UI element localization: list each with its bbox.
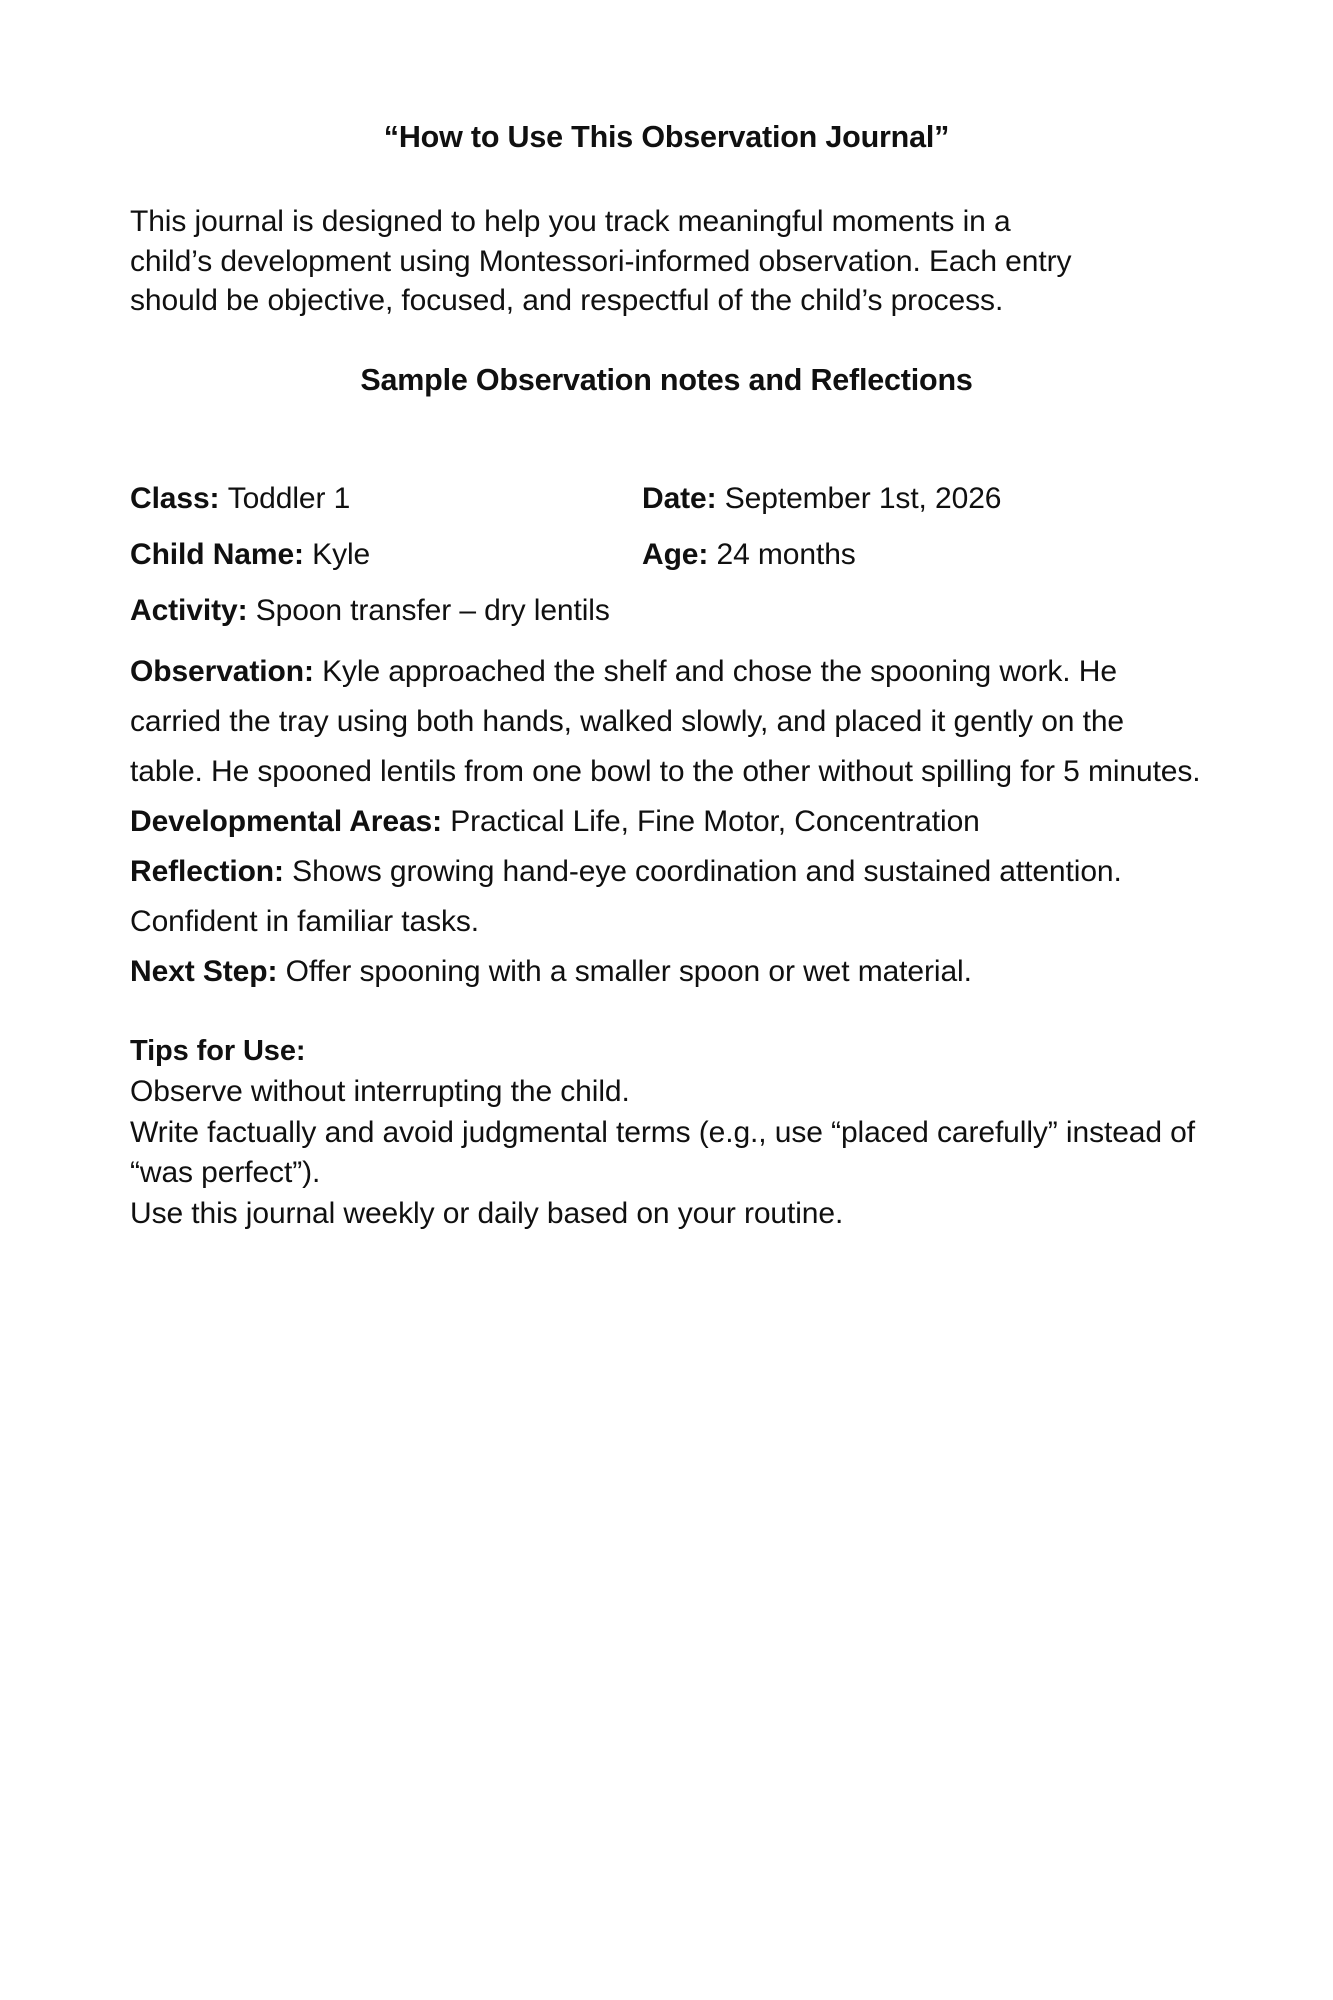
age-value: 24 months bbox=[716, 537, 856, 571]
field-row-class-date bbox=[130, 479, 1203, 519]
field-observation bbox=[130, 647, 1203, 797]
class-label: Class: bbox=[130, 481, 228, 515]
tips-line: Observe without interrupting the child. bbox=[130, 1075, 630, 1109]
section-heading: Sample Observation notes and Reflections bbox=[360, 363, 973, 398]
child-name-label: Child Name: bbox=[130, 537, 313, 571]
child-name-value: Kyle bbox=[312, 537, 371, 571]
reflection-value: Shows growing hand-eye coordination and sustained attention. Confident in familiar tasks. bbox=[130, 855, 1122, 939]
field-row-childname-age bbox=[130, 535, 1203, 575]
class-value: Toddler 1 bbox=[227, 481, 351, 515]
observation-value: Kyle approached the shelf and chose the spooning work. He carried the tray using both hands, walked slowly, and placed it gently on the table. He spooned lentils from one bowl to the other without spilling for 5 minutes. bbox=[130, 654, 1201, 788]
developmental-areas-value: Practical Life, Fine Motor, Concentration bbox=[450, 804, 980, 838]
next-step-value: Offer spooning with a smaller spoon or wet material. bbox=[285, 955, 972, 989]
field-developmental-areas bbox=[130, 797, 1203, 847]
age-label: Age: bbox=[642, 537, 717, 571]
next-step-label: Next Step: bbox=[130, 955, 286, 989]
date-value: September 1st, 2026 bbox=[724, 481, 1002, 515]
activity-value: Spoon transfer – dry lentils bbox=[255, 593, 610, 627]
observation-label: Observation: bbox=[130, 654, 323, 688]
field-child-name bbox=[130, 535, 642, 575]
field-next-step bbox=[130, 947, 1203, 997]
page-title: “How to Use This Observation Journal” bbox=[383, 120, 950, 154]
field-class bbox=[130, 479, 642, 519]
date-label: Date: bbox=[642, 481, 725, 515]
intro-paragraph: This journal is designed to help you track meaningful moments in a child’s development using Montessori-informed observation. Each entry should be objective, focused, and respectful of the child’s process. bbox=[130, 204, 1072, 318]
field-age bbox=[642, 535, 1203, 575]
tips-section bbox=[130, 1035, 1203, 1234]
field-reflection bbox=[130, 847, 1203, 947]
field-date bbox=[642, 479, 1203, 519]
activity-label: Activity: bbox=[130, 593, 256, 627]
field-activity bbox=[130, 591, 1203, 631]
reflection-label: Reflection: bbox=[130, 855, 293, 888]
tips-title: Tips for Use: bbox=[130, 1035, 306, 1068]
tips-line: Use this journal weekly or daily based on your routine. bbox=[130, 1196, 844, 1230]
developmental-areas-label: Developmental Areas: bbox=[130, 804, 451, 838]
tips-line: Write factually and avoid judgmental terms (e.g., use “placed carefully” instead of “was perfect”). bbox=[130, 1115, 1196, 1190]
observation-fields bbox=[130, 479, 1203, 997]
